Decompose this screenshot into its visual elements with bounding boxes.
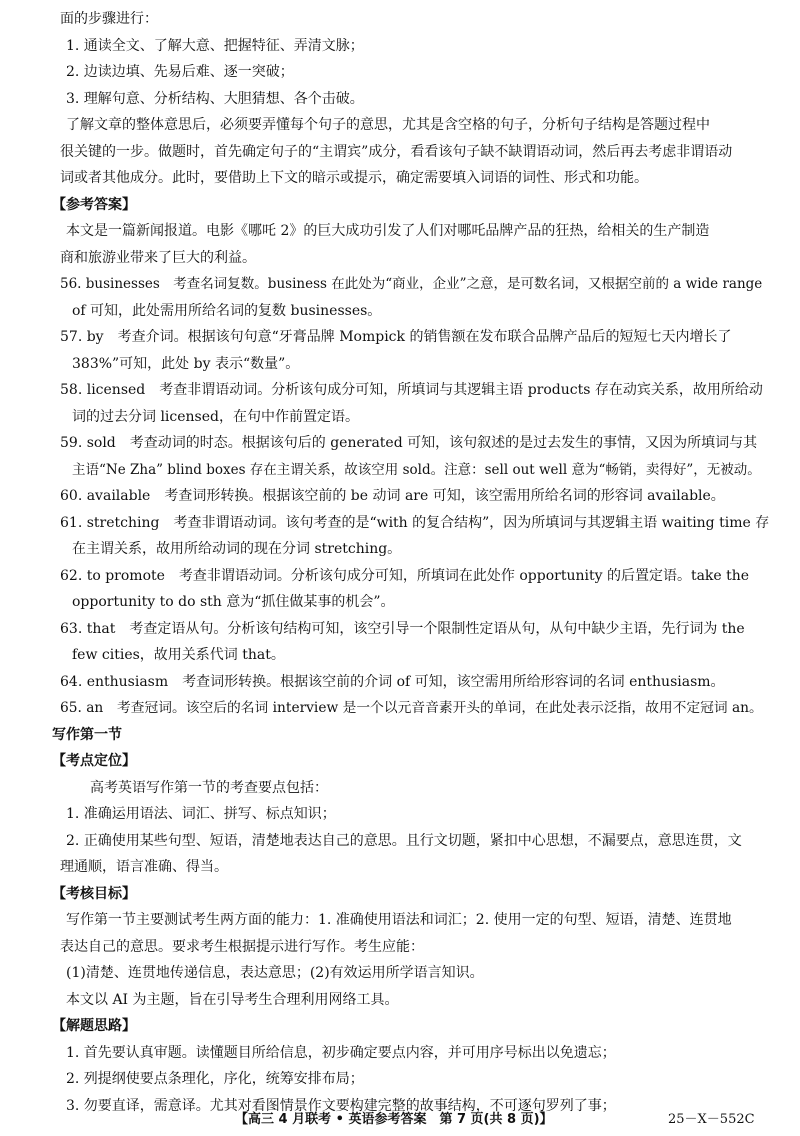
section-heading: 【参考答案】 xyxy=(52,196,136,213)
text-line: 63. that 考查定语从句。分析该句结构可知，该空引导一个限制性定语从句，从句中缺少主语，先行词为 the xyxy=(60,620,745,637)
text-line: 主语“Ne Zha” blind boxes 存在主谓关系，故该空用 sold。注意：sell out well 意为“畅销，卖得好”，无被动。 xyxy=(72,461,761,478)
text-line: 57. by 考查介词。根据该句句意“牙膏品牌 Mompick 的销售额在发布联合品牌产品后的短短七天内增长了 xyxy=(60,329,732,345)
text-line: 56. businesses 考查名词复数。business 在此处为“商业，企业”之意，是可数名词，又根据空前的 a wide range xyxy=(60,276,763,292)
text-line: 商和旅游业带来了巨大的利益。 xyxy=(60,249,256,266)
text-line: 很关键的一步。做题时，首先确定句子的“主谓宾”成分，看看该句子缺不缺谓语动词，然后再去考虑非谓语动 xyxy=(60,143,733,160)
text-line: 65. an 考查冠词。该空后的名词 interview 是一个以元音音素开头的单词，在此处表示泛指，故用不定冠词 an。 xyxy=(60,700,763,716)
text-line: few cities，故用关系代词 that。 xyxy=(72,647,285,663)
section-heading: 【解题思路】 xyxy=(52,1018,136,1034)
document-body xyxy=(52,6,770,1119)
text-line: 本文以 AI 为主题，旨在引导考生合理利用网络工具。 xyxy=(66,991,399,1008)
text-line: opportunity to do sth 意为“抓住做某事的机会”。 xyxy=(72,594,395,610)
text-line: 面的步骤进行： xyxy=(60,11,158,27)
text-line: 60. available 考查词形转换。根据该空前的 be 动词 are 可知，该空需用所给名词的形容词 available。 xyxy=(60,488,725,504)
page-footer xyxy=(0,1108,800,1130)
text-line: 表达自己的意思。要求考生根据提示进行写作。考生应能： xyxy=(60,938,424,955)
text-line: 词或者其他成分。此时，要借助上下文的暗示或提示，确定需要填入词语的词性、形式和功能。 xyxy=(60,170,648,186)
text-line: 3. 理解句意、分析结构、大胆猜想、各个击破。 xyxy=(66,90,364,107)
text-line: 2. 正确使用某些句型、短语，清楚地表达自己的意思。且行文切题，紧扣中心思想，不漏要点，意思连贯，文 xyxy=(66,832,742,849)
text-line: 本文是一篇新闻报道。电影《哪吒 2》的巨大成功引发了人们对哪吒品牌产品的狂热，给相关的生产制造 xyxy=(66,223,710,239)
text-line: 2. 边读边填、先易后难、逐一突破； xyxy=(66,64,294,80)
text-line: 1. 通读全文、了解大意、把握特征、弄清文脉； xyxy=(66,37,364,54)
text-line: 59. sold 考查动词的时态。根据该句后的 generated 可知，该句叙述的是过去发生的事情，又因为所填词与其 xyxy=(60,435,758,451)
footer-code: 25－X－552C xyxy=(668,1112,755,1127)
section-heading: 【考点定位】 xyxy=(52,753,136,769)
text-line: 2. 列提纲使要点条理化，序化，统筹安排布局； xyxy=(66,1071,364,1087)
text-line: 1. 准确运用语法、词汇、拼写、标点知识； xyxy=(66,806,336,822)
text-line: 3. 勿要直译，需意译。尤其对看图情景作文要构建完整的故事结构，不可逐句罗列了事； xyxy=(66,1097,616,1114)
text-line: 64. enthusiasm 考查词形转换。根据该空前的介词 of 可知，该空需用所给形容词的名词 enthusiasm。 xyxy=(60,673,725,690)
text-line: 高考英语写作第一节的考查要点包括： xyxy=(90,779,328,796)
text-line: 383%”可知，此处 by 表示“数量”。 xyxy=(72,355,300,372)
text-line: 词的过去分词 licensed，在句中作前置定语。 xyxy=(72,408,359,425)
text-line: 在主谓关系，故用所给动词的现在分词 stretching。 xyxy=(72,541,402,557)
text-line: 62. to promote 考查非谓语动词。分析该句成分可知，所填词在此处作 opportunity 的后置定语。take the xyxy=(60,567,750,584)
text-line: 58. licensed 考查非谓语动词。分析该句成分可知，所填词与其逻辑主语 products 存在动宾关系，故用所给动 xyxy=(60,382,763,398)
section-heading: 写作第一节 xyxy=(52,726,122,743)
footer-title: 【高三 4 月联考 • 英语参考答案 第 7 页(共 8 页)】 xyxy=(235,1112,553,1127)
text-line: 1. 首先要认真审题。读懂题目所给信息，初步确定要点内容，并可用序号标出以免遗忘； xyxy=(66,1044,616,1061)
text-line: 61. stretching 考查非谓语动词。该句考查的是“with 的复合结构”，因为所填词与其逻辑主语 waiting time 存 xyxy=(60,514,770,531)
text-line: 写作第一节主要测试考生两方面的能力：1. 准确使用语法和词汇；2. 使用一定的句型、短语，清楚、连贯地 xyxy=(66,912,732,928)
text-line: 理通顺，语言准确、得当。 xyxy=(60,859,228,875)
section-heading: 【考核目标】 xyxy=(52,885,136,902)
text-line: (1)清楚、连贯地传递信息，表达意思；(2)有效运用所学语言知识。 xyxy=(66,965,484,981)
text-line: 了解文章的整体意思后，必须要弄懂每个句子的意思，尤其是含空格的句子，分析句子结构是答题过程中 xyxy=(66,117,710,133)
text-line: of 可知，此处需用所给名词的复数 businesses。 xyxy=(72,302,382,319)
